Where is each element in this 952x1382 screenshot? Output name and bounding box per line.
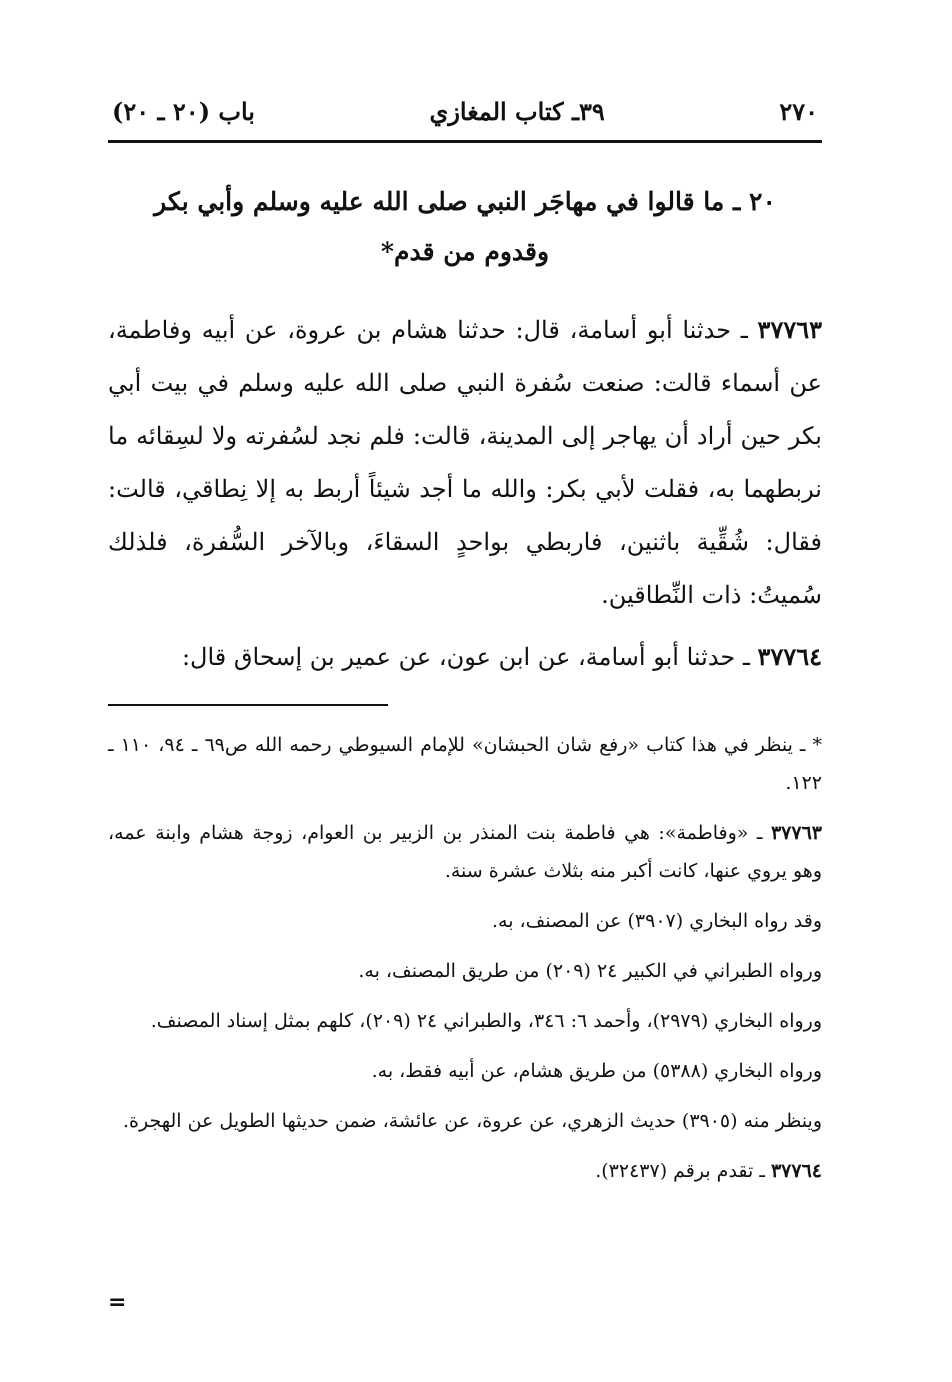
footnote-text: * ـ ينظر في هذا كتاب «رفع شان الحبشان» للإمام السيوطي رحمه الله ص٦٩ ـ ٩٤، ١١٠ ـ ١٢٢. xyxy=(108,734,823,794)
book-title: ٣٩ـ كتاب المغازي xyxy=(429,97,605,126)
footnote-text: ورواه البخاري (٢٩٧٩)، وأحمد ٦: ٣٤٦، والطبراني ٢٤ (٢٠٩)، كلهم بمثل إسناد المصنف. xyxy=(150,1010,822,1032)
footnote-text: ورواه الطبراني في الكبير ٢٤ (٢٠٩) من طريق المصنف، به. xyxy=(358,960,822,982)
chapter-title-line-2: وقدوم من قدم* xyxy=(380,237,550,266)
footnote-text: ـ تقدم برقم (٣٢٤٣٧). xyxy=(595,1160,771,1182)
footnote-text: ورواه البخاري (٥٣٨٨) من طريق هشام، عن أبيه فقط، به. xyxy=(371,1060,822,1082)
footnote-text: وقد رواه البخاري (٣٩٠٧) عن المصنف، به. xyxy=(492,910,822,932)
hadith-text: ـ حدثنا أبو أسامة، قال: حدثنا هشام بن عروة، عن أبيه وفاطمة، عن أسماء قالت: صنعت سُفرة النبي صلى الله عليه وسلم في بيت أبي بكر حين أراد أن يهاجر إلى المدينة، قالت: فلم نجد لسُفرته ولا لسِقائه ما نربطهما به، فقلت لأبي بكر: والله ما أجد شيئاً أربط به إلا نِطاقي، قالت: فقال: شُقِّية باثنين، فاربطي بواحدٍ السقاءَ، وبالآخر السُّفرة، فلذلك سُميتُ: ذات النِّطاقين. xyxy=(108,316,822,609)
footnote-line xyxy=(108,1052,822,1090)
hadith-37764 xyxy=(108,630,822,684)
footnote-line xyxy=(108,1002,822,1040)
hadith-37763 xyxy=(108,303,822,622)
chapter-title xyxy=(108,177,822,277)
footnote-line xyxy=(108,902,822,940)
book-page xyxy=(108,92,822,1202)
footnote-37764 xyxy=(108,1152,822,1190)
header-rule xyxy=(108,140,822,143)
chapter-reference: باب (٢٠ ـ ٢٠) xyxy=(112,97,255,126)
footnote-separator xyxy=(108,704,388,706)
page-number: ٢٧٠ xyxy=(779,97,818,126)
hadith-number: ٣٧٧٦٤ xyxy=(757,642,822,671)
footnote-line xyxy=(108,952,822,990)
footnote-line xyxy=(108,1102,822,1140)
footnote-number: ٣٧٧٦٣ xyxy=(770,822,822,844)
hadith-number: ٣٧٧٦٣ xyxy=(757,315,822,344)
continuation-mark: = xyxy=(108,1290,127,1315)
footnote-text: ـ «وفاطمة»: هي فاطمة بنت المنذر بن الزبير بن العوام، زوجة هشام وابنة عمه، وهو يروي عنها، كانت أكبر منه بثلاث عشرة سنة. xyxy=(108,822,822,882)
footnote-star xyxy=(108,726,822,802)
hadith-text: ـ حدثنا أبو أسامة، عن ابن عون، عن عمير بن إسحاق قال: xyxy=(181,643,758,671)
footnote-37763 xyxy=(108,814,822,890)
footnote-text: وينظر منه (٣٩٠٥) حديث الزهري، عن عروة، عن عائشة، ضمن حديثها الطويل عن الهجرة. xyxy=(122,1110,822,1132)
chapter-title-line-1: ٢٠ ـ ما قالوا في مهاجَر النبي صلى الله عليه وسلم وأبي بكر xyxy=(154,187,776,216)
running-header xyxy=(108,92,822,132)
footnotes xyxy=(108,726,822,1190)
footnote-number: ٣٧٧٦٤ xyxy=(770,1160,822,1182)
